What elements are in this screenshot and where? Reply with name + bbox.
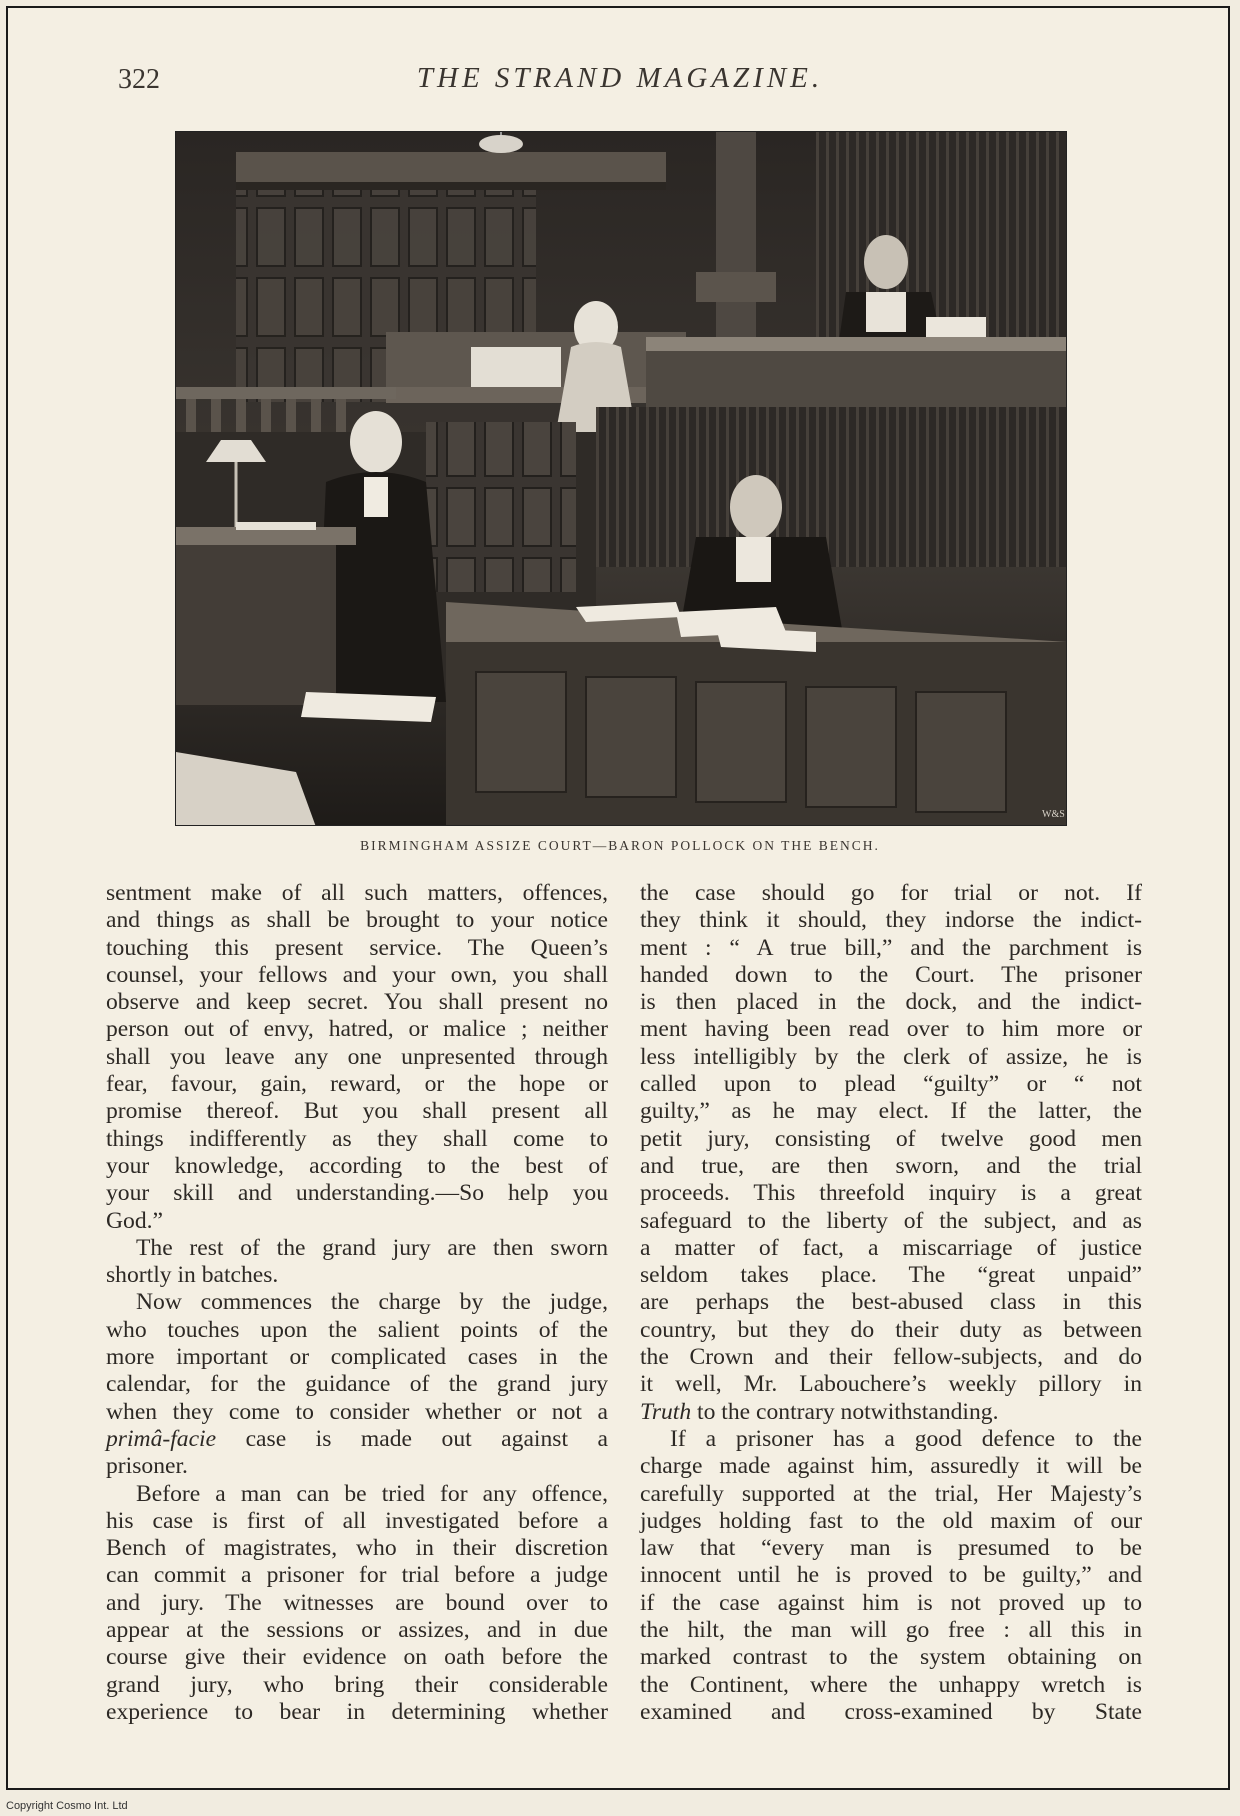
text-line: and things as shall be brought to your notice (106, 907, 608, 934)
text-line: guilty,” as he may elect. If the latter, the (640, 1098, 1142, 1125)
left-text-column (106, 880, 608, 1726)
text-line: Now commences the charge by the judge, (136, 1289, 608, 1316)
text-line: handed down to the Court. The prisoner (640, 961, 1142, 988)
engraver-mark: W&S (1042, 809, 1065, 820)
text-line: they think it should, they indorse the indict- (640, 907, 1142, 934)
text-line: primâ-facie case is made out against a (106, 1425, 608, 1452)
text-line: Bench of magistrates, who in their discretion (106, 1535, 608, 1562)
text-line: country, but they do their duty as between (640, 1316, 1142, 1343)
text-line: your skill and understanding.—So help you (106, 1180, 608, 1207)
text-line: your knowledge, according to the best of (106, 1152, 608, 1179)
text-line: is then placed in the dock, and the indict- (640, 989, 1142, 1016)
text-line: Truth to the contrary notwithstanding. (640, 1398, 999, 1425)
copyright-notice: Copyright Cosmo Int. Ltd (6, 1800, 128, 1812)
text-line: person out of envy, hatred, or malice ; neither (106, 1016, 608, 1043)
running-title: THE STRAND MAGAZINE. (416, 62, 824, 94)
text-line: if the case against him is not proved up to (640, 1589, 1142, 1616)
text-line: petit jury, consisting of twelve good men (640, 1125, 1142, 1152)
text-line: the Continent, where the unhappy wretch is (640, 1671, 1142, 1698)
text-line: If a prisoner has a good defence to the (670, 1425, 1142, 1452)
text-line: observe and keep secret. You shall present no (106, 989, 608, 1016)
text-line: counsel, your fellows and your own, you shall (106, 961, 608, 988)
text-line: the hilt, the man will go free : all this in (640, 1617, 1142, 1644)
text-line: innocent until he is proved to be guilty,” and (640, 1562, 1142, 1589)
text-line: Before a man can be tried for any offence, (136, 1480, 608, 1507)
text-line: sentment make of all such matters, offences, (106, 880, 608, 906)
right-text-column (640, 880, 1142, 1726)
text-line: and jury. The witnesses are bound over to (106, 1589, 608, 1616)
text-line: called upon to plead “guilty” or “ not (640, 1071, 1142, 1098)
text-line: fear, favour, gain, reward, or the hope or (106, 1071, 608, 1098)
text-line: the Crown and their fellow-subjects, and do (640, 1344, 1142, 1371)
text-line: it well, Mr. Labouchere’s weekly pillory in (640, 1371, 1142, 1398)
text-line: marked contrast to the system obtaining on (640, 1644, 1142, 1671)
text-line: a matter of fact, a miscarriage of justice (640, 1234, 1142, 1261)
text-line: more important or complicated cases in the (106, 1344, 608, 1371)
text-line: less intelligibly by the clerk of assize, he is (640, 1043, 1142, 1070)
text-line: ment : “ A true bill,” and the parchment is (640, 934, 1142, 961)
photo-caption: BIRMINGHAM ASSIZE COURT—BARON POLLOCK ON THE BENCH. (360, 838, 880, 853)
text-line: God.” (106, 1207, 164, 1234)
text-line: the case should go for trial or not. If (640, 880, 1142, 906)
text-line: touching this present service. The Queen’s (106, 934, 608, 961)
text-line: proceeds. This threefold inquiry is a great (640, 1180, 1142, 1207)
text-line: charge made against him, assuredly it will be (640, 1453, 1142, 1480)
text-line: calendar, for the guidance of the grand jury (106, 1371, 608, 1398)
text-line: things indifferently as they shall come to (106, 1125, 608, 1152)
text-line: examined and cross-examined by State (640, 1698, 1142, 1725)
text-line: who touches upon the salient points of the (106, 1316, 608, 1343)
text-line: experience to bear in determining whether (106, 1698, 608, 1725)
text-line: judges holding fast to the old maxim of our (640, 1507, 1142, 1534)
text-line: when they come to consider whether or not a (106, 1398, 608, 1425)
text-line: and true, are then sworn, and the trial (640, 1152, 1142, 1179)
text-line: law that “every man is presumed to be (640, 1535, 1142, 1562)
text-line: ment having been read over to him more or (640, 1016, 1142, 1043)
text-line: seldom takes place. The “great unpaid” (640, 1262, 1142, 1289)
text-line: carefully supported at the trial, Her Majesty’s (640, 1480, 1142, 1507)
page-number: 322 (118, 64, 160, 95)
text-line: promise thereof. But you shall present all (106, 1098, 608, 1125)
text-line: safeguard to the liberty of the subject, and as (640, 1207, 1142, 1234)
text-line: appear at the sessions or assizes, and in due (106, 1617, 608, 1644)
text-line: shall you leave any one unpresented through (106, 1043, 608, 1070)
text-line: his case is first of all investigated before a (106, 1507, 608, 1534)
courtroom-photograph (175, 131, 1067, 826)
text-line: prisoner. (106, 1453, 188, 1480)
text-line: course give their evidence on oath before the (106, 1644, 608, 1671)
page-header (0, 58, 1240, 98)
text-line: grand jury, who bring their considerable (106, 1671, 608, 1698)
text-line: The rest of the grand jury are then sworn (136, 1234, 608, 1261)
text-line: can commit a prisoner for trial before a judge (106, 1562, 608, 1589)
text-line: shortly in batches. (106, 1262, 279, 1289)
text-line: are perhaps the best-abused class in this (640, 1289, 1142, 1316)
